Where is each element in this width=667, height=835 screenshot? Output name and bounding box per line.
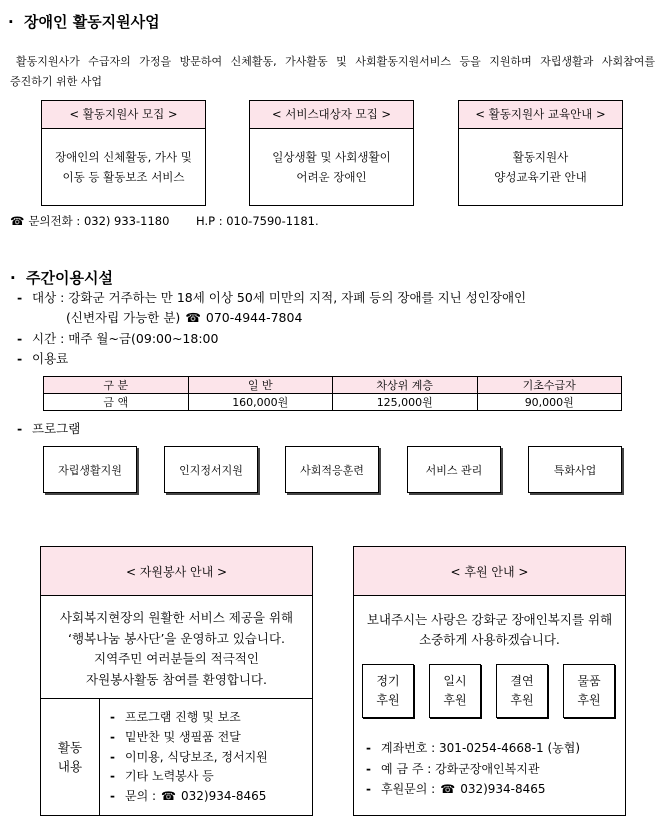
card-line: 양성교육기관 안내 — [494, 170, 587, 184]
list-item — [366, 779, 580, 800]
fee-cell: 160,000원 — [188, 394, 333, 411]
intro-line: 자원봉사활동 참여를 환영합니다. — [86, 671, 267, 687]
list-dash: - — [366, 741, 371, 755]
card-line: 이동 등 활동보조 서비스 — [62, 170, 185, 184]
hours-text: 시간 : 매주 월~금(09:00~18:00 — [32, 331, 219, 346]
fee-column-header: 기초수급자 — [477, 377, 622, 394]
program-box: 서비스 관리 — [407, 446, 501, 493]
donation-intro — [354, 596, 625, 650]
donation-type-box — [362, 664, 414, 718]
donation-type-line: 후원 — [510, 693, 534, 707]
donation-type-line: 후원 — [376, 693, 400, 707]
target-phone: 070-4944-7804 — [205, 310, 303, 325]
intro-line: 사회복지현장의 원활한 서비스 제공을 위해 — [59, 610, 294, 625]
card-header: < 활동지원사 모집 > — [42, 101, 205, 129]
fee-label-line — [17, 349, 68, 369]
list-dash: - — [366, 782, 371, 796]
section-title-activity-support — [8, 12, 160, 32]
donation-type-box — [563, 664, 615, 718]
target-text: 대상 : 강화군 거주하는 만 18세 이상 50세 미만의 지적, 자폐 등의 장애를 지닌 성인장애인 — [32, 290, 527, 305]
fee-label: 이용료 — [32, 351, 69, 366]
list-item — [110, 728, 268, 748]
program-box: 자립생활지원 — [43, 446, 137, 493]
fee-column-header: 구 분 — [44, 377, 189, 394]
card-header: < 활동지원사 교육안내 > — [459, 101, 622, 129]
section-title-text: 주간이용시설 — [26, 269, 113, 287]
fee-cell: 금 액 — [44, 394, 189, 411]
intro-line: 지역주민 여러분들의 적극적인 — [94, 651, 259, 666]
card-line: 일상생활 및 사회생활이 — [272, 150, 391, 164]
intro-line: 보내주시는 사랑은 강화군 장애인복지를 위해 — [366, 612, 613, 627]
activities-label — [41, 699, 100, 815]
phone-icon: ☎ — [161, 789, 176, 804]
list-item — [366, 738, 580, 759]
target-line — [17, 288, 526, 308]
inquiry-phone: 032)934-8465 — [181, 789, 267, 804]
panel-header: < 후원 안내 > — [354, 547, 625, 596]
section-bullet: · — [10, 269, 16, 287]
card-line: 활동지원사 — [512, 150, 569, 164]
volunteer-panel — [40, 546, 313, 816]
donation-type-line: 일시 — [443, 674, 467, 688]
list-item — [110, 767, 268, 787]
fee-column-header: 일 반 — [188, 377, 333, 394]
fee-table-row — [44, 394, 622, 411]
description-line: 증진하기 위한 사업 — [10, 75, 103, 88]
activities-list — [100, 699, 268, 815]
card-line: 장애인의 신체활동, 가사 및 — [55, 150, 192, 164]
card-body — [250, 129, 413, 187]
list-item — [110, 787, 268, 807]
list-dash: - — [110, 769, 115, 784]
program-label: 프로그램 — [32, 421, 81, 436]
card-header: < 서비스대상자 모집 > — [250, 101, 413, 129]
list-dash: - — [110, 710, 115, 724]
list-item — [110, 748, 268, 768]
list-dash: - — [17, 331, 23, 346]
card-recruit-assistants — [41, 100, 206, 206]
program-box: 특화사업 — [528, 446, 622, 493]
program-label-line — [17, 419, 80, 439]
phone-icon: ☎ — [185, 310, 201, 325]
list-item-text: 프로그램 진행 및 보조 — [125, 710, 241, 724]
list-dash: - — [17, 421, 23, 436]
list-item-text: 이미용, 식당보조, 정서지원 — [125, 749, 268, 764]
list-dash: - — [110, 789, 115, 804]
section-title-day-care — [10, 268, 113, 288]
card-recruit-recipients — [249, 100, 414, 206]
card-training-info — [458, 100, 623, 206]
target-note-line — [66, 308, 302, 328]
donation-type-box — [429, 664, 481, 718]
list-item-text: 밑반찬 및 생필품 전달 — [125, 729, 241, 744]
list-dash: - — [110, 729, 115, 744]
fee-cell: 90,000원 — [477, 394, 622, 411]
card-line: 어려운 장애인 — [296, 170, 367, 184]
phone-icon: ☎ — [10, 214, 25, 228]
donation-type-line: 후원 — [577, 693, 601, 707]
contact-phone-text: 문의전화 : 032) 933-1180 — [28, 214, 170, 228]
donation-type-line: 후원 — [443, 693, 467, 707]
list-item — [110, 708, 268, 728]
volunteer-activities — [41, 698, 312, 815]
section-title-text: 장애인 활동지원사업 — [24, 13, 160, 31]
card-body — [42, 129, 205, 187]
fee-table — [43, 376, 622, 411]
holder-text: 예 금 주 : 강화군장애인복지관 — [381, 761, 540, 776]
hours-line — [17, 329, 218, 349]
list-item — [366, 759, 580, 780]
card-body — [459, 129, 622, 187]
fee-column-header: 차상위 계층 — [333, 377, 478, 394]
list-item-text: 기타 노력봉사 등 — [125, 769, 214, 784]
list-dash: - — [17, 290, 23, 305]
fee-cell: 125,000원 — [333, 394, 478, 411]
donation-type-line: 물품 — [577, 674, 601, 688]
account-text: 계좌번호 : 301-0254-4668-1 (농협) — [381, 741, 581, 755]
activity-support-description — [10, 52, 655, 92]
volunteer-intro — [41, 596, 312, 698]
activities-label-line: 내용 — [57, 759, 83, 774]
contact-phone — [10, 213, 169, 229]
contact-mobile: H.P : 010-7590-1181. — [196, 214, 319, 228]
list-dash: - — [110, 749, 115, 764]
phone-icon: ☎ — [440, 782, 456, 796]
activities-label-line: 활동 — [57, 740, 83, 755]
donation-type-line: 정기 — [376, 674, 400, 688]
panel-header: < 자원봉사 안내 > — [41, 547, 312, 596]
inquiry-label: 후원문의 : — [381, 782, 436, 796]
donation-type-box — [496, 664, 548, 718]
donation-panel — [353, 546, 626, 816]
intro-line: ‘행복나눔 봉사단’을 운영하고 있습니다. — [67, 630, 286, 646]
donation-info-list — [366, 738, 580, 800]
program-box: 인지정서지원 — [164, 446, 258, 493]
target-note: (신변자립 가능한 분) — [66, 310, 181, 325]
list-dash: - — [366, 761, 371, 776]
program-box: 사회적응훈련 — [285, 446, 379, 493]
list-dash: - — [17, 351, 23, 366]
inquiry-phone: 032)934-8465 — [460, 782, 546, 796]
fee-table-header-row — [44, 377, 622, 394]
inquiry-label: 문의 : — [125, 789, 157, 804]
section-bullet: · — [8, 13, 14, 31]
intro-line: 소중하게 사용하겠습니다. — [419, 632, 560, 647]
donation-type-line: 결연 — [510, 674, 534, 688]
description-line: 활동지원사가 수급자의 가정을 방문하여 신체활동, 가사활동 및 사회활동지원서비스 등을 지원하며 자립생활과 사회참여를 — [16, 55, 655, 68]
